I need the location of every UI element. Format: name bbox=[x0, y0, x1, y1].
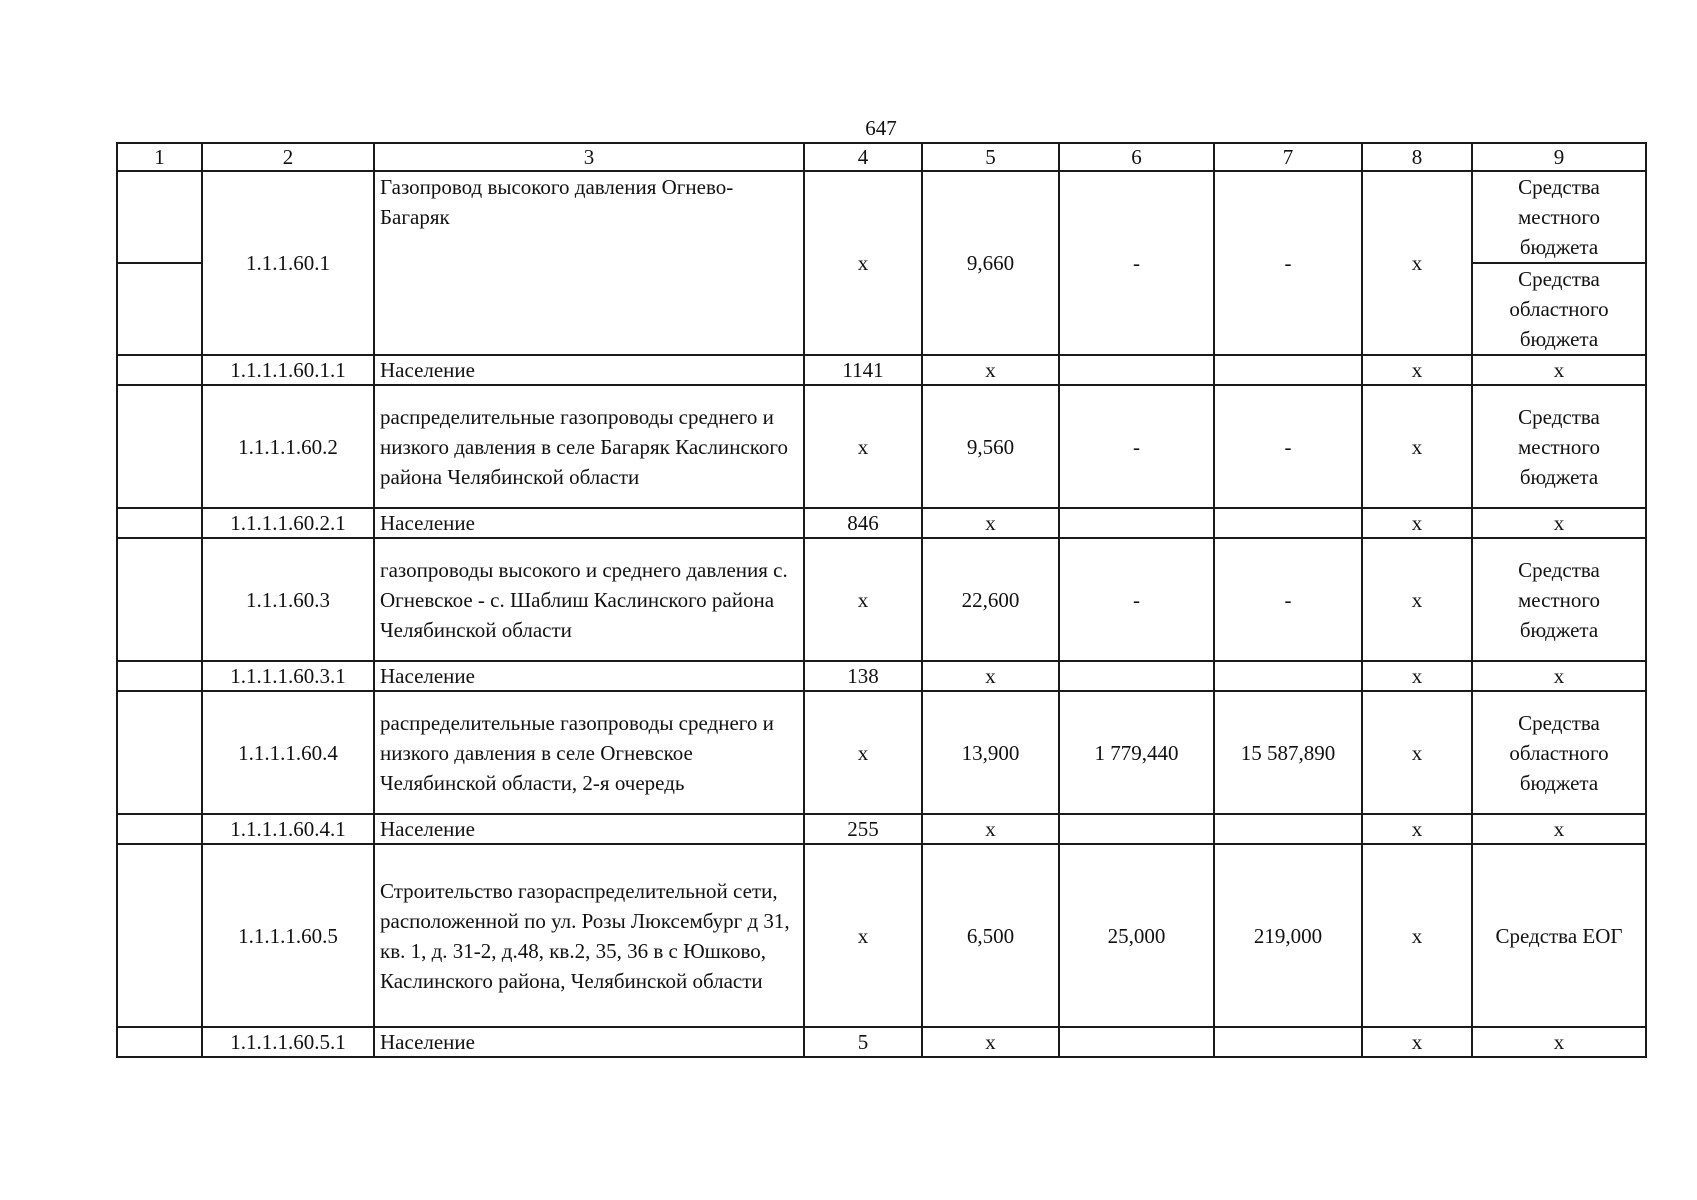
col5-cell: 9,660 bbox=[922, 171, 1059, 355]
name-cell: Строительство газораспределительной сети, расположенной по ул. Розы Люксембург д 31, кв. 1, д. 31-2, д.48, кв.2, 35, 36 в с Юшково, Каслинского района, Челябинской области bbox=[374, 844, 804, 1027]
col7-cell: - bbox=[1214, 171, 1362, 355]
code-cell: 1.1.1.1.60.4.1 bbox=[202, 814, 374, 844]
col6-cell: - bbox=[1059, 385, 1214, 508]
col4-cell: x bbox=[804, 538, 922, 661]
col6-cell: 25,000 bbox=[1059, 844, 1214, 1027]
table-row bbox=[117, 814, 1646, 844]
header-cell: 8 bbox=[1362, 143, 1472, 171]
code-cell: 1.1.1.60.3 bbox=[202, 538, 374, 661]
col7-cell bbox=[1214, 814, 1362, 844]
col8-cell: x bbox=[1362, 355, 1472, 385]
table-row bbox=[117, 538, 1646, 661]
col8-cell: x bbox=[1362, 691, 1472, 814]
col7-cell: - bbox=[1214, 385, 1362, 508]
name-cell: Население bbox=[374, 508, 804, 538]
funding-source-cell: Средства местного бюджета bbox=[1472, 538, 1646, 661]
code-cell: 1.1.1.1.60.5 bbox=[202, 844, 374, 1027]
header-cell: 1 bbox=[117, 143, 202, 171]
col6-cell: - bbox=[1059, 538, 1214, 661]
funding-source-cell: Средства областного бюджета bbox=[1472, 691, 1646, 814]
funding-source-cell: Средства ЕОГ bbox=[1472, 844, 1646, 1027]
name-cell: распределительные газопроводы среднего и низкого давления в селе Багаряк Каслинского района Челябинской области bbox=[374, 385, 804, 508]
row-number-cell bbox=[117, 1027, 202, 1057]
col8-cell: x bbox=[1362, 538, 1472, 661]
name-cell: Население bbox=[374, 355, 804, 385]
row-number-cell bbox=[117, 508, 202, 538]
row-number-cell bbox=[117, 263, 202, 355]
col7-cell: 219,000 bbox=[1214, 844, 1362, 1027]
col7-cell bbox=[1214, 661, 1362, 691]
name-cell: Население bbox=[374, 661, 804, 691]
col8-cell: x bbox=[1362, 844, 1472, 1027]
col4-cell: 138 bbox=[804, 661, 922, 691]
col5-cell: 22,600 bbox=[922, 538, 1059, 661]
row-number-cell bbox=[117, 814, 202, 844]
row-number-cell bbox=[117, 171, 202, 263]
name-cell: Газопровод высокого давления Огнево-Багаряк bbox=[374, 171, 804, 355]
name-cell: распределительные газопроводы среднего и низкого давления в селе Огневское Челябинской области, 2-я очередь bbox=[374, 691, 804, 814]
col8-cell: x bbox=[1362, 508, 1472, 538]
col7-cell bbox=[1214, 1027, 1362, 1057]
table-row bbox=[117, 1027, 1646, 1057]
col6-cell bbox=[1059, 508, 1214, 538]
col4-cell: x bbox=[804, 691, 922, 814]
name-cell: Население bbox=[374, 1027, 804, 1057]
code-cell: 1.1.1.60.1 bbox=[202, 171, 374, 355]
col5-cell: x bbox=[922, 508, 1059, 538]
table-row bbox=[117, 691, 1646, 814]
col4-cell: x bbox=[804, 385, 922, 508]
code-cell: 1.1.1.1.60.4 bbox=[202, 691, 374, 814]
row-number-cell bbox=[117, 844, 202, 1027]
col4-cell: 1141 bbox=[804, 355, 922, 385]
col8-cell: x bbox=[1362, 1027, 1472, 1057]
col5-cell: x bbox=[922, 355, 1059, 385]
header-cell: 2 bbox=[202, 143, 374, 171]
col8-cell: x bbox=[1362, 385, 1472, 508]
col8-cell: x bbox=[1362, 814, 1472, 844]
data-table bbox=[116, 142, 1647, 1058]
col9-cell: x bbox=[1472, 814, 1646, 844]
header-cell: 4 bbox=[804, 143, 922, 171]
row-number-cell bbox=[117, 385, 202, 508]
table-row bbox=[117, 661, 1646, 691]
col6-cell bbox=[1059, 1027, 1214, 1057]
col5-cell: x bbox=[922, 814, 1059, 844]
col9-cell: x bbox=[1472, 355, 1646, 385]
funding-source-cell: Средства областного бюджета bbox=[1472, 263, 1646, 355]
funding-source-cell: Средства местного бюджета bbox=[1472, 385, 1646, 508]
col4-cell: 255 bbox=[804, 814, 922, 844]
table-row bbox=[117, 355, 1646, 385]
col5-cell: 13,900 bbox=[922, 691, 1059, 814]
table-row bbox=[117, 171, 1646, 263]
col9-cell: x bbox=[1472, 508, 1646, 538]
col6-cell bbox=[1059, 661, 1214, 691]
col8-cell: x bbox=[1362, 661, 1472, 691]
code-cell: 1.1.1.1.60.1.1 bbox=[202, 355, 374, 385]
col7-cell bbox=[1214, 355, 1362, 385]
header-cell: 5 bbox=[922, 143, 1059, 171]
code-cell: 1.1.1.1.60.5.1 bbox=[202, 1027, 374, 1057]
col7-cell bbox=[1214, 508, 1362, 538]
funding-source-cell: Средства местного бюджета bbox=[1472, 171, 1646, 263]
header-cell: 3 bbox=[374, 143, 804, 171]
col5-cell: x bbox=[922, 1027, 1059, 1057]
name-cell: Население bbox=[374, 814, 804, 844]
col6-cell bbox=[1059, 355, 1214, 385]
col4-cell: x bbox=[804, 844, 922, 1027]
col7-cell: - bbox=[1214, 538, 1362, 661]
col7-cell: 15 587,890 bbox=[1214, 691, 1362, 814]
table-row bbox=[117, 385, 1646, 508]
col8-cell: x bbox=[1362, 171, 1472, 355]
code-cell: 1.1.1.1.60.2.1 bbox=[202, 508, 374, 538]
col6-cell: - bbox=[1059, 171, 1214, 355]
col4-cell: 5 bbox=[804, 1027, 922, 1057]
header-cell: 9 bbox=[1472, 143, 1646, 171]
code-cell: 1.1.1.1.60.2 bbox=[202, 385, 374, 508]
col5-cell: x bbox=[922, 661, 1059, 691]
row-number-cell bbox=[117, 691, 202, 814]
table-row bbox=[117, 844, 1646, 1027]
row-number-cell bbox=[117, 661, 202, 691]
name-cell: газопроводы высокого и среднего давления с. Огневское - с. Шаблиш Каслинского района Челябинской области bbox=[374, 538, 804, 661]
col9-cell: x bbox=[1472, 1027, 1646, 1057]
header-cell: 7 bbox=[1214, 143, 1362, 171]
table-row bbox=[117, 508, 1646, 538]
col4-cell: x bbox=[804, 171, 922, 355]
col6-cell bbox=[1059, 814, 1214, 844]
col6-cell: 1 779,440 bbox=[1059, 691, 1214, 814]
code-cell: 1.1.1.1.60.3.1 bbox=[202, 661, 374, 691]
page-number: 647 bbox=[865, 116, 897, 140]
row-number-cell bbox=[117, 355, 202, 385]
row-number-cell bbox=[117, 538, 202, 661]
header-cell: 6 bbox=[1059, 143, 1214, 171]
col4-cell: 846 bbox=[804, 508, 922, 538]
col9-cell: x bbox=[1472, 661, 1646, 691]
col5-cell: 6,500 bbox=[922, 844, 1059, 1027]
col5-cell: 9,560 bbox=[922, 385, 1059, 508]
header-row bbox=[117, 143, 1646, 171]
